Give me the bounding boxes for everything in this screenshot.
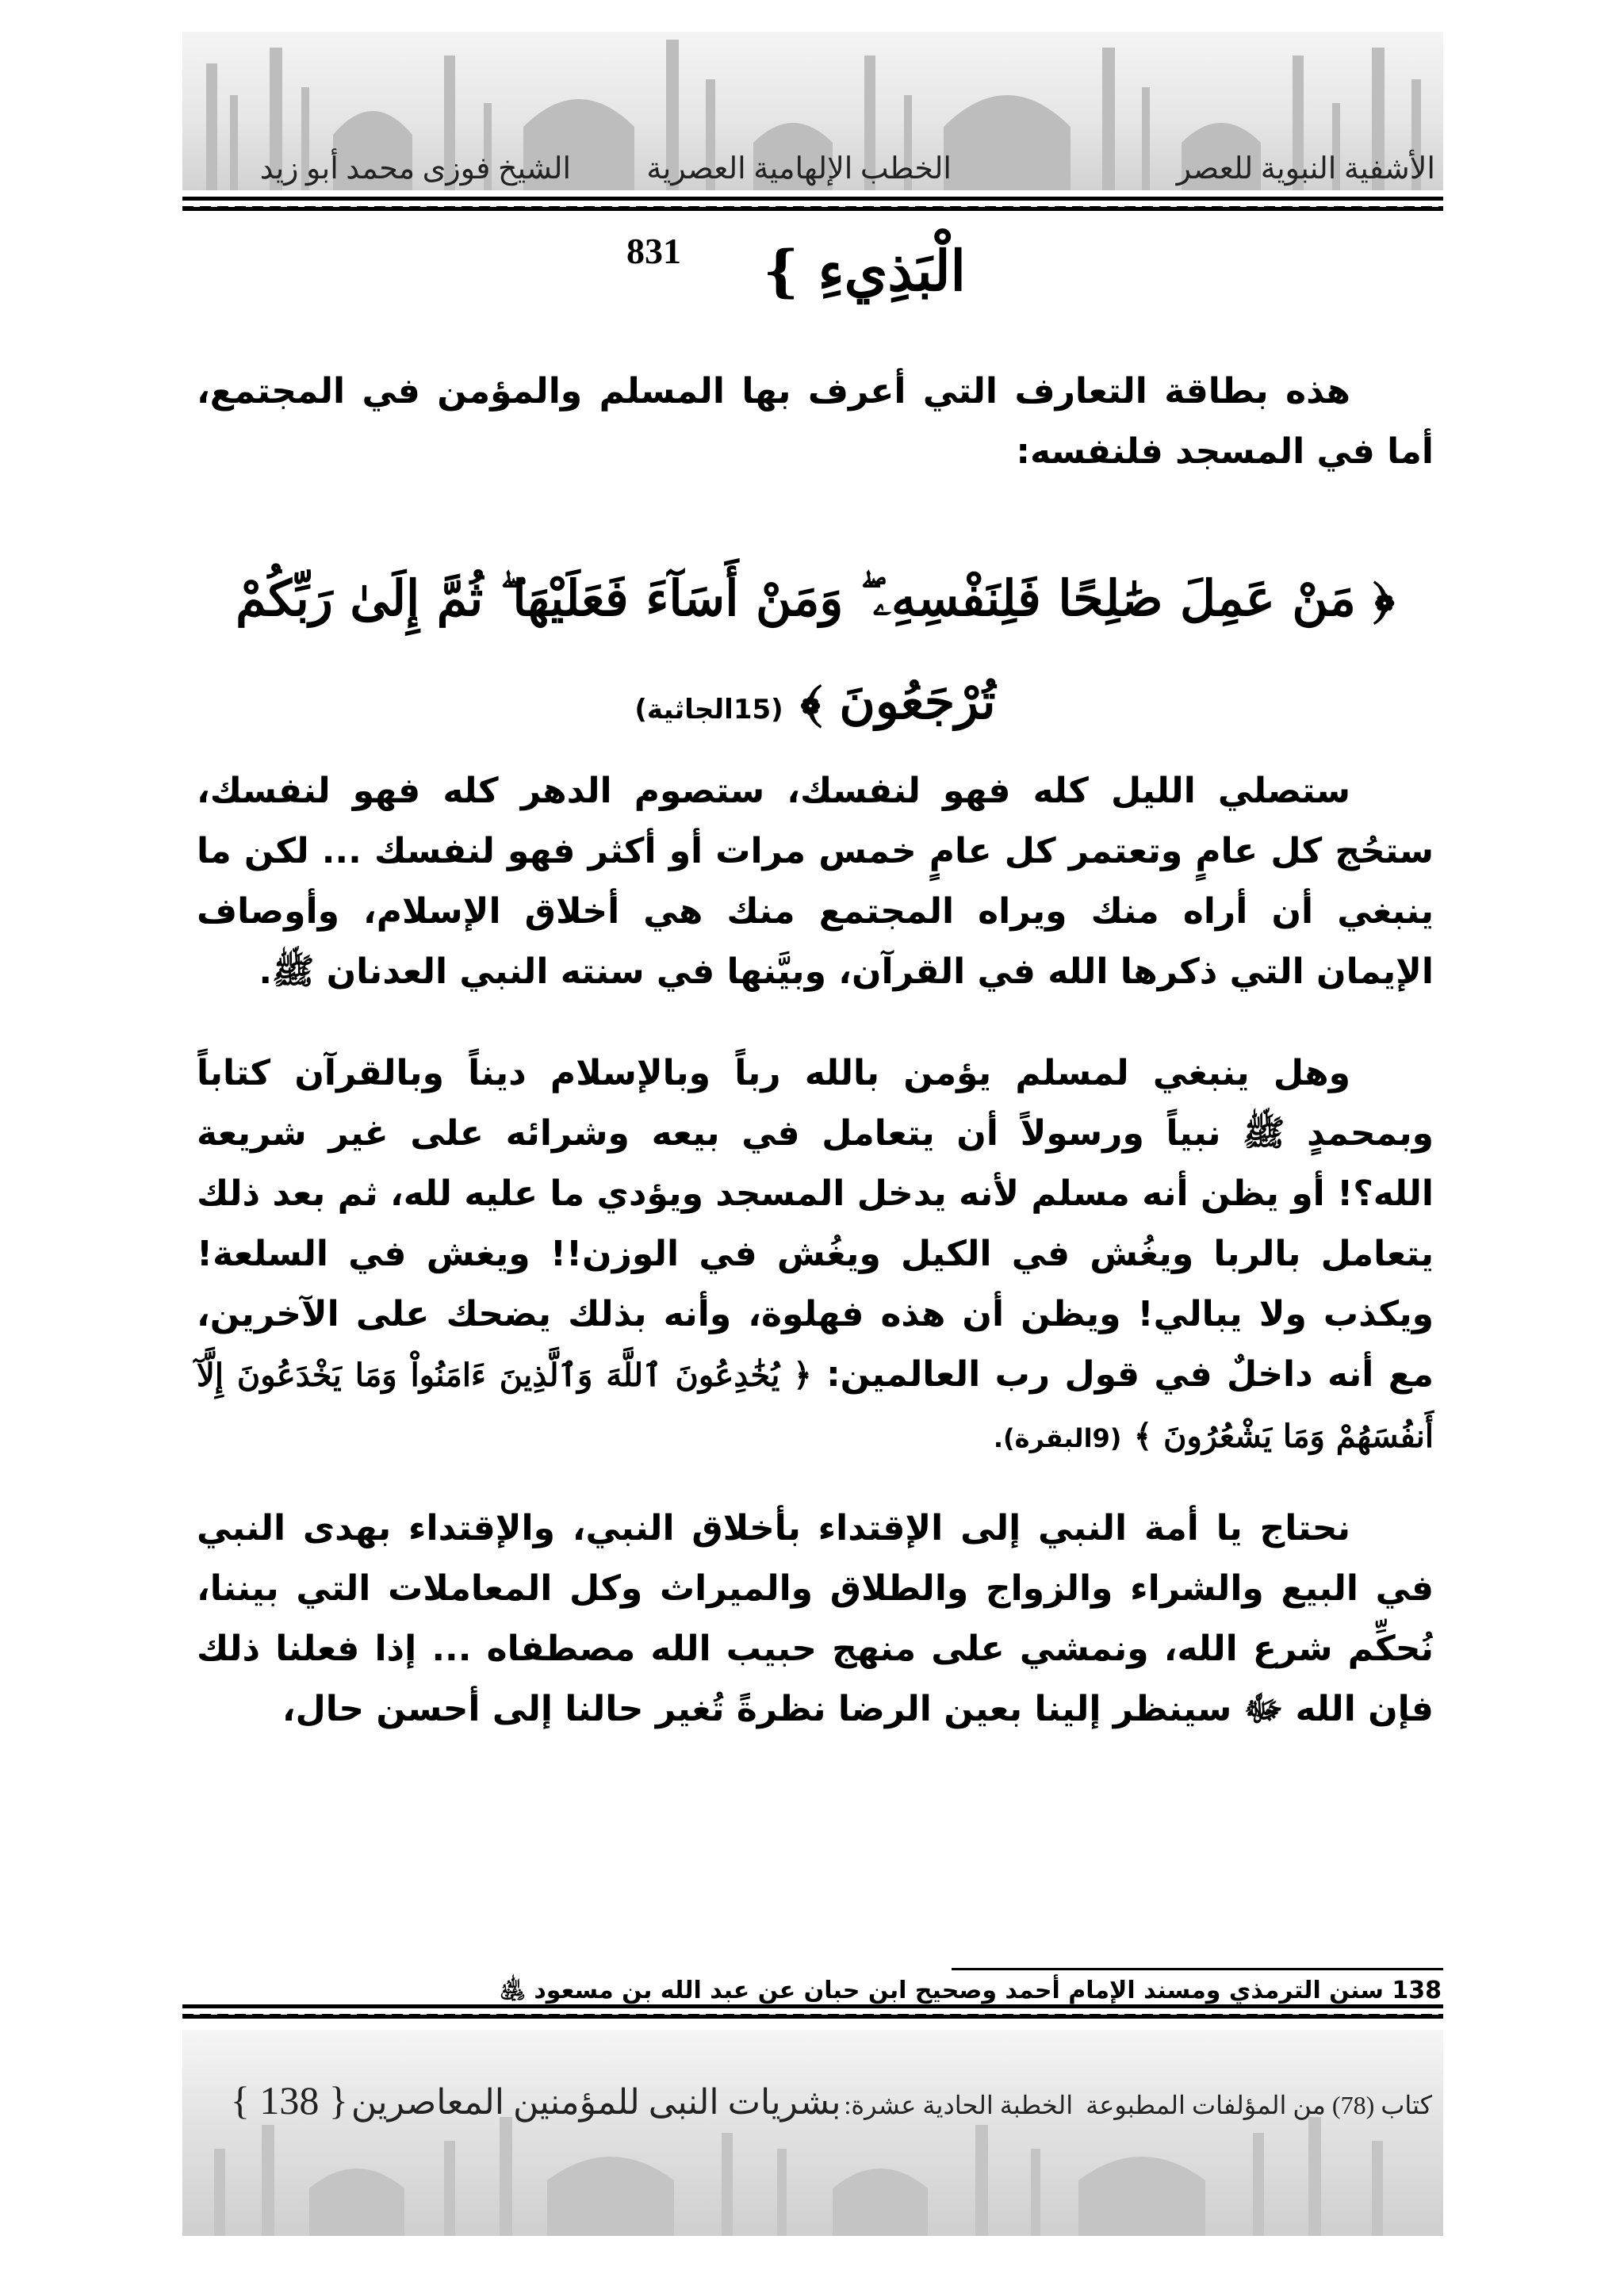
header-author: الشيخ فوزى محمد أبو زيد [259, 152, 571, 186]
footnote: 138 سنن الترمذي ومسند الإمام أحمد وصحيح ابن حبان عن عبد الله بن مسعود ﵁ [500, 1977, 1442, 2004]
footer-divider [182, 2004, 1443, 2019]
footer-sermon-label: الخطبة الحادية عشرة: [844, 2091, 1074, 2119]
mosque-skyline-decoration-footer [182, 2030, 1443, 2236]
footer-sermon-title: بشريات النبى للمؤمنين المعاصرين [350, 2083, 841, 2122]
paragraph-worship: ستصلي الليل كله فهو لنفسك، ستصوم الدهر كله فهو لنفسك، ستحُج كل عامٍ وتعتمر كل عامٍ خمس مرات أو أكثر فهو لنفسك ... لكن ما ينبغي أن أراه منك ويراه المجتمع منك هي أخلاق الإسلام، وأوصاف الإيمان التي ذكرها الله في القرآن، وبيَّنها في سنته النبي العدنان ﷺ. [197, 771, 1434, 992]
quran-verse-reference: (15الجاثية) [634, 694, 783, 725]
quran-verse [197, 547, 1434, 761]
header-series-title: الأشفية النبوية للعصر [1176, 152, 1435, 186]
footer-text [231, 2077, 1432, 2123]
footer-page-number: { 138 } [230, 2078, 348, 2123]
footer-book-number: كتاب (78) من المؤلفات المطبوعة [1086, 2091, 1432, 2119]
footnote-rule [952, 1968, 1443, 1970]
paragraph-following-prophet: نحتاج يا أمة النبي إلى الإقتداء بأخلاق النبي، والإقتداء بهدى النبي في البيع والشراء والزواج والطلاق والميراث وكل المعاملات التي بيننا، نُحكِّم شرع الله، ونمشي على منهج حبيب الله مصطفاه ... إذا فعلنا ذلك فإن الله ﷻ سينظر إلينا بعين الرضا نظرةً تُغير حالنا إلى أحسن حال، [197, 1508, 1434, 1729]
paragraph-dealings-text: وهل ينبغي لمسلم يؤمن بالله رباً وبالإسلام ديناً وبالقرآن كتاباً وبمحمدٍ ﷺ نبياً ورسولاً أن يتعامل في بيعه وشرائه على غير شريعة الله؟! أو يظن أنه مسلم لأنه يدخل المسجد ويؤدي ما عليه لله، ثم بعد ذلك يتعامل بالربا ويغُش في الكيل ويغُش في الوزن!! ويغش في السلعة! ويكذب ولا يبالي! ويظن أن هذه فهلوة، وأنه بذلك يضحك على الآخرين، مع أنه داخلٌ في قول رب العالمين: [197, 1053, 1434, 1395]
paragraph-dealings [197, 1043, 1434, 1468]
header-divider [182, 197, 1443, 211]
page-footer [182, 2030, 1443, 2236]
header-book-title: الخطب الإلهامية العصرية [646, 152, 952, 186]
quran-inline-verse: ﴿ يُخَٰدِعُونَ ٱللَّهَ وَٱلَّذِينَ ءَامَنُواْ وَمَا يَخْدَعُونَ إِلَّآ أَنفُسَهُمْ وَمَا يَشْعُرُونَ ﴾ [197, 1357, 1434, 1455]
quran-verse-text: ﴿ مَنْ عَمِلَ صَٰلِحًا فَلِنَفْسِهِۦ ۖ وَمَنْ أَسَآءَ فَعَلَيْهَا ۖ ثُمَّ إِلَىٰ رَبِّكُمْ تُرْجَعُونَ ﴾ [236, 569, 1395, 730]
page-header [182, 32, 1443, 190]
page-title: الْبَذِيءِ } [763, 238, 966, 304]
paragraph-intro: هذه بطاقة التعارف التي أعرف بها المسلم والمؤمن في المجتمع، أما في المسجد فلنفسه: [197, 371, 1434, 472]
quran-inline-reference: (9البقرة). [993, 1423, 1122, 1453]
page-title-number: 831 [626, 231, 681, 271]
title-row [0, 230, 1624, 317]
